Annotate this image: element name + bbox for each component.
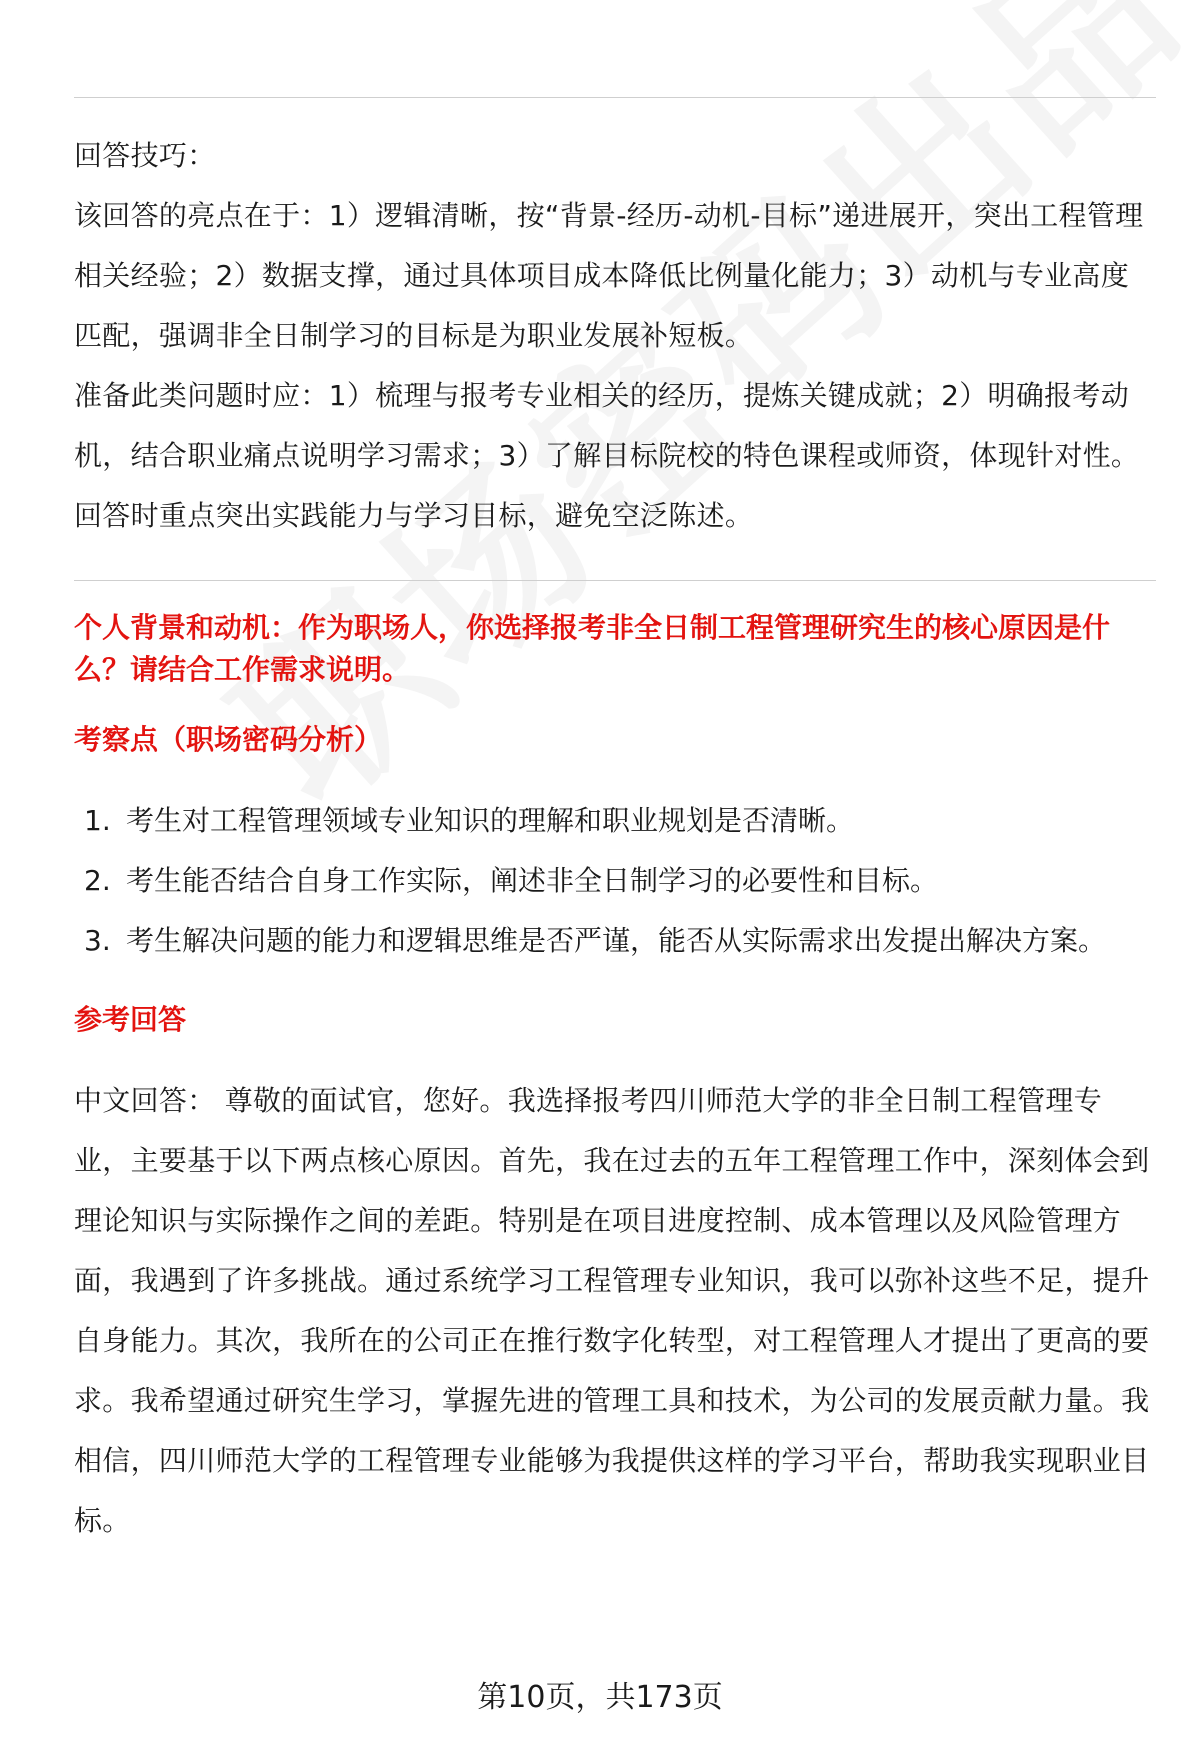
list-item	[74, 851, 1156, 911]
divider-middle	[74, 580, 1156, 581]
reference-answer-text: 中文回答： 尊敬的面试官，您好。我选择报考四川师范大学的非全日制工程管理专业，主要基于以下两点核心原因。首先，我在过去的五年工程管理工作中，深刻体会到理论知识与实际操作之间的差距。特别是在项目进度控制、成本管理以及风险管理方面，我遇到了许多挑战。通过系统学习工程管理专业知识，我可以弥补这些不足，提升自身能力。其次，我所在的公司正在推行数字化转型，对工程管理人才提出了更高的要求。我希望通过研究生学习，掌握先进的管理工具和技术，为公司的发展贡献力量。我相信，四川师范大学的工程管理专业能够为我提供这样的学习平台，帮助我实现职业目标。	[74, 1084, 1150, 1537]
list-item-text: 考生对工程管理领域专业知识的理解和职业规划是否清晰。	[126, 804, 855, 837]
page-content	[74, 0, 1156, 1551]
list-item-number: 2.	[84, 864, 111, 897]
list-item	[74, 911, 1156, 971]
reference-answer-heading: 参考回答	[74, 1003, 187, 1036]
tips-title: 回答技巧：	[74, 139, 216, 172]
list-item-text: 考生解决问题的能力和逻辑思维是否严谨，能否从实际需求出发提出解决方案。	[126, 924, 1107, 957]
exam-points-heading: 考察点（职场密码分析）	[74, 723, 383, 756]
list-item	[74, 791, 1156, 851]
tips-paragraph-2: 准备此类问题时应：1）梳理与报考专业相关的经历，提炼关键成就；2）明确报考动机，结合职业痛点说明学习需求；3）了解目标院校的特色课程或师资，体现针对性。回答时重点突出实践能力与学习目标，避免空泛陈述。	[74, 379, 1140, 532]
divider-top	[74, 97, 1156, 98]
tips-paragraph-1: 该回答的亮点在于：1）逻辑清晰，按“背景-经历-动机-目标”递进展开，突出工程管理相关经验；2）数据支撑，通过具体项目成本降低比例量化能力；3）动机与专业高度匹配，强调非全日制学习的目标是为职业发展补短板。	[74, 199, 1144, 352]
list-item-number: 3.	[84, 924, 111, 957]
list-item-text: 考生能否结合自身工作实际，阐述非全日制学习的必要性和目标。	[126, 864, 939, 897]
list-item-number: 1.	[84, 804, 111, 837]
answer-tips	[74, 126, 1156, 546]
page-number: 第10页，共173页	[477, 1680, 723, 1715]
exam-points-list	[74, 791, 1156, 971]
question-title: 个人背景和动机：作为职场人，你选择报考非全日制工程管理研究生的核心原因是什么？请结合工作需求说明。	[74, 611, 1111, 686]
